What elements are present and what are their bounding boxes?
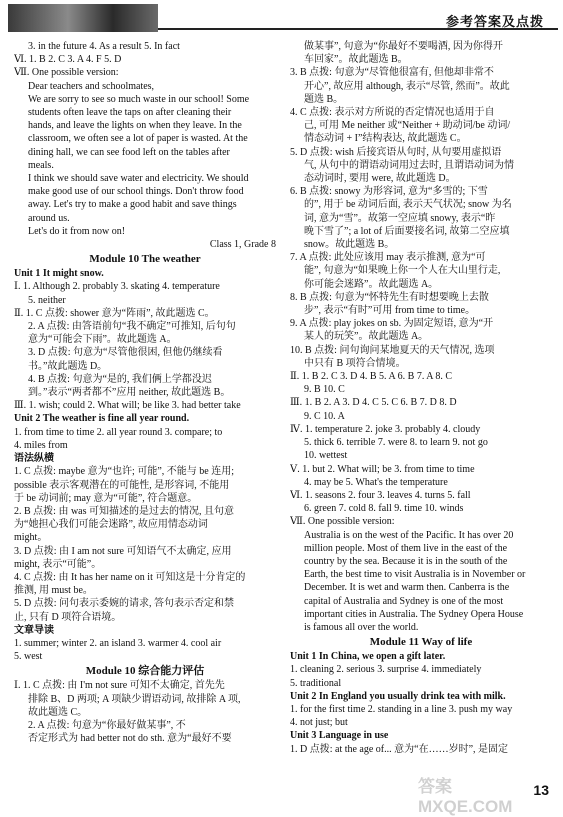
left-column-line: Ⅰ. 1. Although 2. probably 3. skating 4. temperature [14, 281, 220, 293]
left-column-line: Ⅰ. 1. C 点拨: 由 I'm not sure 可知不太确定, 首先先 [14, 680, 225, 692]
right-column-line: Ⅵ. 1. seasons 2. four 3. leaves 4. turns 5. fall [290, 489, 471, 501]
right-column-line: 开心”, 故应用 although, 表示“尽管, 然而”。故此 [304, 80, 510, 92]
left-column-line: 3. D 点拨: 句意为“尽管他很困, 但他仍继续看 [28, 347, 223, 359]
left-column-line: 语法纵横 [14, 453, 54, 465]
left-column-line: 3. in the future 4. As a result 5. In fact [28, 41, 180, 52]
left-column-line: might。 [14, 532, 48, 544]
left-column-line: 到。”表示“两者都不”应用 neither, 故此题选 B。 [28, 387, 231, 399]
watermark-logo: 答案 MXQE.COM [418, 777, 513, 816]
left-column-line: 5. neither [28, 294, 66, 306]
page-header [8, 4, 558, 34]
left-column-line: 止, 只有 D 项符合语境。 [14, 611, 122, 623]
right-column-line: is famous all over the world. [304, 621, 419, 633]
right-column-line: 能”, 句意为“如果晚上你一个人在大山里行走, [304, 265, 501, 277]
right-column-line: 9. A 点拨: play jokes on sb. 为固定短语, 意为“开 [290, 318, 494, 330]
right-column-line: Australia is on the west of the Pacific. It has over 20 [304, 529, 514, 541]
left-column-line: 1. from time to time 2. all year round 3. compare; to [14, 426, 223, 438]
right-column-line: million people. Most of them live in the east of the [304, 542, 508, 554]
right-column-line: Ⅴ. 1. but 2. What will; be 3. from time to time [290, 463, 475, 475]
left-column-line: classroom, we often see a lot of paper is wasted. At the [28, 133, 248, 145]
page-number: 13 [533, 782, 549, 798]
header-title: 参考答案及点拨 [445, 15, 544, 30]
right-column-line: 10. B 点拨: 问句询问某地夏天的天气情况, 选项 [290, 344, 495, 356]
left-column-line: make good use of our school things. Don't throw food [28, 186, 244, 198]
right-column-line: 1. cleaning 2. serious 3. surprise 4. immediately [290, 664, 482, 676]
left-column-line: 4. miles from [14, 439, 68, 451]
left-column-line: Class 1, Grade 8 [209, 239, 276, 251]
right-column-line: Ⅶ. One possible version: [290, 516, 395, 528]
left-column-line: 2. A 点拨: 句意为“你最好做某事”, 不 [28, 719, 186, 731]
left-column-line: Ⅶ. One possible version: [14, 67, 119, 79]
right-column-line: December. It is wet and warm then. Canberra is the [304, 582, 510, 594]
right-column-line: 题选 B。 [304, 93, 344, 105]
left-column-line: 1. summer; winter 2. an island 3. warmer 4. cool air [14, 637, 222, 649]
right-column [290, 40, 552, 756]
right-column-line: 中只有 B 项符合情境。 [304, 357, 406, 369]
left-column-line: 意为“可能会下雨”。故此题选 A。 [28, 334, 177, 346]
right-column-line: 8. B 点拨: 句意为“怀特先生有时想要晚上去散 [290, 291, 489, 303]
left-column-line: possible 表示客观潜在的可能性, 是形容词, 不能用 [14, 479, 230, 491]
right-column-line: Unit 1 In China, we open a gift later. [290, 651, 446, 663]
left-column-line: 2. B 点拨: 由 was 可知描述的是过去的情况, 且句意 [14, 505, 234, 517]
left-column-line: 1. C 点拨: maybe 意为“也许; 可能”, 不能与 be 连用; [14, 466, 234, 478]
left-column-line: 书。”故此题选 D。 [28, 360, 108, 372]
left-column-line: Module 10 综合能力评估 [85, 665, 205, 678]
right-column-line: 4. not just; but [290, 717, 348, 729]
left-column-line: 3. D 点拨: 由 I am not sure 可知语气不太确定, 应用 [14, 545, 232, 557]
right-column-line: Module 11 Way of life [369, 636, 473, 649]
left-column-line: 推测, 用 must be。 [14, 585, 93, 597]
left-column-line: away. Let's try to make a good habit and save things [28, 199, 237, 211]
right-column-line: 6. B 点拨: snowy 为形容词, 意为“多雪的; 下雪 [290, 186, 488, 198]
left-column-line: We are sorry to see so much waste in our school! Some [28, 93, 250, 105]
left-column-line: around us. [28, 212, 70, 224]
right-column-line: capital of Australia and Sydney is one of the most [304, 595, 504, 607]
left-column-line: Module 10 The weather [89, 253, 201, 266]
left-column-line: Unit 2 The weather is fine all year round. [14, 413, 190, 425]
right-column-line: 6. green 7. cold 8. fall 9. time 10. winds [304, 503, 464, 515]
right-column-line: 步”, 表示“有时”可用 from time to time。 [304, 305, 476, 317]
right-column-line: important cities in Australia. The Sydney Opera House [304, 608, 524, 620]
left-column [14, 40, 276, 745]
left-column-line: 2. A 点拨: 由答语前句“我不确定”可推知, 后句句 [28, 321, 236, 333]
header-decoration [8, 4, 158, 32]
right-column-line: Earth, the best time to visit Australia is in November or [304, 569, 526, 581]
right-column-line: 晚下雪了”; a lot of 后面要接名词, 故第二空应填 [304, 225, 510, 237]
left-column-line: meals. [28, 159, 54, 171]
right-column-line: Ⅳ. 1. temperature 2. joke 3. probably 4. cloudy [290, 423, 481, 435]
right-column-line: Ⅲ. 1. B 2. A 3. D 4. C 5. C 6. B 7. D 8. D [290, 397, 457, 409]
right-column-line: 车回家”。故此题选 B。 [304, 54, 408, 66]
left-column-line: Ⅲ. 1. wish; could 2. What will; be like 3. had better take [14, 400, 241, 412]
right-column-line: 1. D 点拨: at the age of... 意为“在……岁时”, 是固定 [290, 743, 509, 755]
right-column-line: 9. C 10. A [304, 410, 345, 422]
right-column-line: 5. D 点拨: wish 后接宾语从句时, 从句要用虚拟语 [290, 146, 502, 158]
right-column-line: country by the sea. Because it is in the south of the [304, 555, 508, 567]
right-column-line: 做某事”, 句意为“你最好不要喝酒, 因为你得开 [304, 41, 503, 52]
left-column-line: students often leave the taps on after cleaning their [28, 107, 232, 119]
right-column-line: 某人的玩笑”。故此题选 A。 [304, 331, 429, 343]
left-column-line: 故此题选 C。 [28, 706, 88, 718]
left-column-line: 文章导读 [14, 624, 54, 636]
right-column-line: 7. A 点拨: 此处应该用 may 表示推测, 意为“可 [290, 252, 486, 264]
left-column-line: 于 be 动词前; may 意为“可能”, 符合题意。 [14, 492, 198, 504]
right-column-line: 5. traditional [290, 677, 342, 689]
right-column-line: 气, 从句中的谓语动词用过去时, 且谓语动词为情 [304, 159, 514, 171]
left-column-line: Ⅵ. 1. B 2. C 3. A 4. F 5. D [14, 54, 122, 66]
right-column-line: 情态动词 + I”结构表达, 故此题选 C。 [304, 133, 467, 145]
left-column-line: 否定形式为 had better not do sth. 意为“最好不要 [28, 733, 232, 745]
right-column-line: 己, 可用 Me neither 或“Neither + 助动词/be 动词/ [304, 120, 511, 132]
left-column-line: might, 表示“可能”。 [14, 558, 102, 570]
left-column-line: dining hall, we can see food left on the tables after [28, 146, 230, 158]
left-column-line: Let's do it from now on! [28, 225, 126, 237]
left-column-line: 4. C 点拨: 由 It has her name on it 可知这是十分肯定的 [14, 571, 246, 583]
left-column-line: hands, and leave the lights on when they leave. In the [28, 120, 242, 132]
left-column-line: 5. west [14, 651, 43, 663]
right-column-line: 9. B 10. C [304, 384, 345, 396]
left-column-line: Dear teachers and schoolmates, [28, 80, 155, 92]
left-column-line: I think we should save water and electricity. We should [28, 173, 249, 185]
right-column-line: 词, 意为“雪”。故第一空应填 snowy, 表示“昨 [304, 212, 496, 224]
right-column-line: Ⅱ. 1. B 2. C 3. D 4. B 5. A 6. B 7. A 8. C [290, 371, 453, 383]
right-column-line: 5. thick 6. terrible 7. were 8. to learn 9. not go [304, 437, 488, 449]
left-column-line: 排除 B、D 两项; A 项缺少谓语动词, 故排除 A 项, [28, 693, 241, 705]
left-column-line: 为“她担心我们可能会迷路”, 故应用情态动词 [14, 519, 208, 531]
left-column-line: 5. D 点拨: 问句表示委婉的请求, 答句表示否定和禁 [14, 598, 234, 610]
right-column-line: 10. wettest [304, 450, 348, 462]
right-column-line: 4. C 点拨: 表示对方所说的否定情况也适用于自 [290, 107, 495, 119]
left-column-line: Ⅱ. 1. C 点拨: shower 意为“阵雨”, 故此题选 C。 [14, 307, 215, 319]
right-column-line: 4. may be 5. What's the temperature [304, 476, 448, 488]
right-column-line: 态动词时, 要用 were, 故此题选 D。 [304, 173, 456, 185]
left-column-line: 4. B 点拨: 句意为“是的, 我们俩上学都没迟 [28, 373, 212, 385]
right-column-line: Unit 3 Language in use [290, 730, 389, 742]
right-column-line: 1. for the first time 2. standing in a line 3. push my way [290, 703, 513, 715]
right-column-line: 的”, 用于 be 动词后面, 表示天气状况; snow 为名 [304, 199, 512, 211]
right-column-line: 3. B 点拨: 句意为“尽管他很富有, 但他却非常不 [290, 67, 494, 79]
right-column-line: snow。故此题选 B。 [304, 239, 395, 251]
right-column-line: 你可能会迷路”。故此题选 A。 [304, 278, 439, 290]
left-column-line: Unit 1 It might snow. [14, 268, 104, 280]
right-column-line: Unit 2 In England you usually drink tea with milk. [290, 690, 506, 702]
